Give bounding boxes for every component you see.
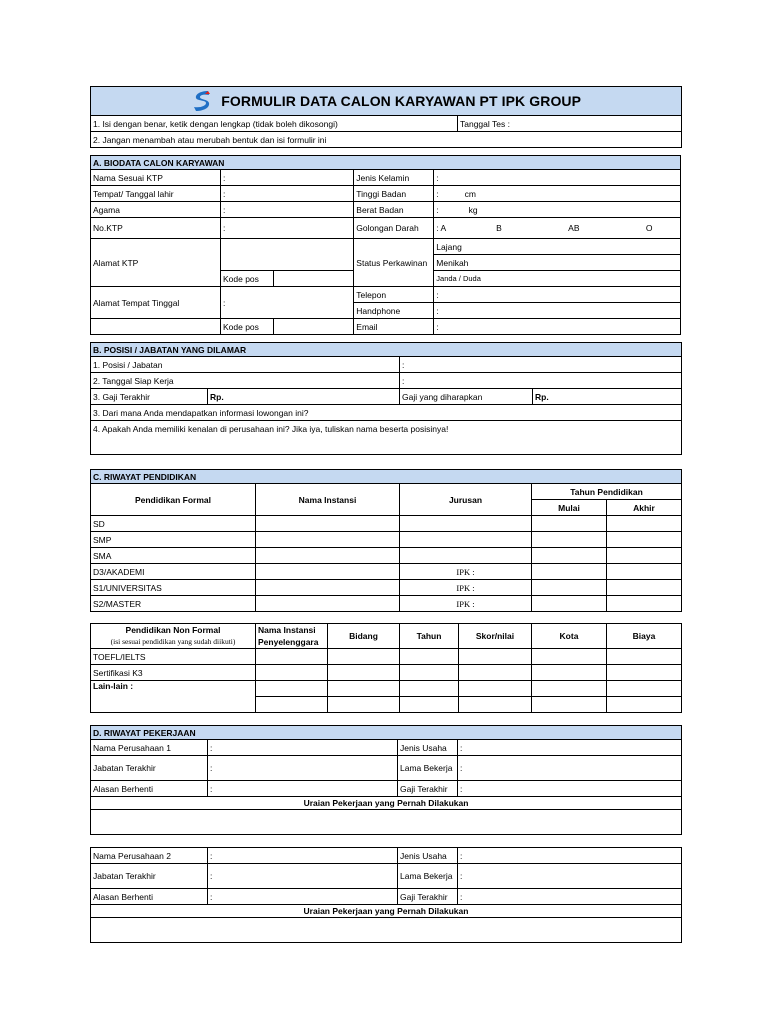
cell-input[interactable] [459,681,532,697]
option-janda-duda[interactable]: Janda / Duda [434,271,681,287]
input-jenis-kelamin[interactable]: : [434,170,681,186]
cell-input[interactable] [459,649,532,665]
label-golongan: Golongan Darah [354,218,434,239]
cell-input[interactable] [256,665,328,681]
input-perusahaan-2[interactable]: : [208,848,398,864]
label-jabatan-2: Jabatan Terakhir [91,864,208,889]
col-pendidikan-nonformal: Pendidikan Non Formal (isi sesuai pendidikan yang sudah diikuti) [91,624,256,649]
cell-input[interactable] [256,596,400,612]
pekerjaan-2-table [90,847,682,943]
col-nf-instansi: Nama Instansi Penyelenggara [256,624,328,649]
col-nama-instansi: Nama Instansi [256,484,400,516]
pendidikan-nonformal-table [90,623,682,713]
uraian-label: Uraian Pekerjaan yang Pernah Dilakukan [91,797,682,810]
pekerjaan-1-table [90,725,682,835]
posisi-table [90,342,682,455]
input-berat[interactable]: : kg [434,202,681,218]
input-alasan-2[interactable]: : [208,889,398,905]
input-alamat-tinggal[interactable]: : [220,287,353,319]
input-agama[interactable]: : [220,202,353,218]
label-email: Email [354,319,434,335]
label-jenis-usaha-2: Jenis Usaha [398,848,458,864]
cell-input[interactable] [532,564,607,580]
header-table [90,86,682,148]
table-row [91,532,682,548]
cell-input[interactable] [400,665,459,681]
page-title: FORMULIR DATA CALON KARYAWAN PT IPK GROUP [221,93,582,109]
table-row [91,580,682,596]
cell-input[interactable] [328,665,400,681]
label-handphone: Handphone [354,303,434,319]
table-row [91,649,682,665]
cell-input[interactable] [607,681,682,697]
cell-input[interactable] [256,516,400,532]
label-status: Status Perkawinan [354,239,434,287]
label-ktp: No.KTP [91,218,221,239]
question-info-lowongan[interactable]: 3. Dari mana Anda mendapatkan informasi lowongan ini? [91,405,682,421]
cell-input[interactable] [400,649,459,665]
cell-input[interactable] [256,580,400,596]
input-alamat-ktp[interactable] [220,239,353,271]
cell-input[interactable] [532,596,607,612]
input-jenis-usaha-2[interactable]: : [458,848,682,864]
label-jabatan: Jabatan Terakhir [91,756,208,781]
label-posisi: 1. Posisi / Jabatan [91,357,400,373]
cell-input[interactable] [400,697,459,713]
form-sheet [90,86,681,943]
cell-input[interactable] [532,681,607,697]
instruction-2: 2. Jangan menambah atau merubah bentuk dan isi formulir ini [91,132,682,148]
cell-input[interactable] [400,516,532,532]
col-tahun-pendidikan: Tahun Pendidikan [532,484,682,500]
cell-input[interactable] [607,649,682,665]
cell-input[interactable] [532,516,607,532]
input-jenis-usaha[interactable]: : [458,740,682,756]
tanggal-tes-field[interactable]: Tanggal Tes : [458,116,682,132]
label-ttl: Tempat/ Tanggal lahir [91,186,221,202]
row-label: SMA [91,548,256,564]
label-gaji-terakhir-kerja-2: Gaji Terakhir [398,889,458,905]
title-cell [91,87,682,116]
label-gaji-terakhir-kerja: Gaji Terakhir [398,781,458,797]
input-kode-pos-ktp[interactable] [274,271,354,287]
label-agama: Agama [91,202,221,218]
row-label: D3/AKADEMI [91,564,256,580]
input-kode-pos-tinggal[interactable] [274,319,354,335]
label-alamat-ktp: Alamat KTP [91,239,221,287]
input-gaji-harap[interactable]: Rp. [533,389,682,405]
input-telepon[interactable]: : [434,287,681,303]
company-logo-icon [191,89,213,113]
col-akhir: Akhir [607,500,682,516]
label-tinggi: Tinggi Badan [354,186,434,202]
cell-input[interactable] [328,649,400,665]
input-golongan[interactable]: : A B AB O [434,218,681,239]
col-nf-bidang: Bidang [328,624,400,649]
label-gaji-terakhir: 3. Gaji Terakhir [91,389,208,405]
section-a-title: A. BIODATA CALON KARYAWAN [91,156,681,170]
col-nf-tahun: Tahun [400,624,459,649]
instruction-1: 1. Isi dengan benar, ketik dengan lengkap (tidak boleh dikosongi) [91,116,458,132]
label-berat: Berat Badan [354,202,434,218]
input-gaji-terakhir-kerja[interactable]: : [458,781,682,797]
input-handphone[interactable]: : [434,303,681,319]
label-telepon: Telepon [354,287,434,303]
label-alasan-2: Alasan Berhenti [91,889,208,905]
section-b-title: B. POSISI / JABATAN YANG DILAMAR [91,343,682,357]
input-ttl[interactable]: : [220,186,353,202]
pendidikan-formal-table [90,469,682,612]
input-alasan[interactable]: : [208,781,398,797]
input-gaji-terakhir-kerja-2[interactable]: : [458,889,682,905]
row-label: SMP [91,532,256,548]
label-kode-pos-tinggal: Kode pos [220,319,273,335]
cell-input[interactable] [256,681,328,697]
cell-input[interactable] [459,665,532,681]
row-label: Sertifikasi K3 [91,665,256,681]
label-lama-bekerja: Lama Bekerja [398,756,458,781]
cell-input[interactable] [607,516,682,532]
input-gaji-terakhir[interactable]: Rp. [208,389,400,405]
ipk-field[interactable]: IPK : [400,564,532,580]
cell-input[interactable] [400,532,532,548]
input-lama-bekerja[interactable]: : [458,756,682,781]
uraian-input-2[interactable] [91,918,682,943]
col-pendidikan-formal: Pendidikan Formal [91,484,256,516]
cell-input[interactable] [400,548,532,564]
cell-input[interactable] [256,564,400,580]
label-alamat-tinggal: Alamat Tempat Tinggal [91,287,221,319]
row-label: S1/UNIVERSITAS [91,580,256,596]
cell-input[interactable] [607,532,682,548]
input-email[interactable]: : [434,319,681,335]
input-lama-bekerja-2[interactable]: : [458,864,682,889]
label-perusahaan-1: Nama Perusahaan 1 [91,740,208,756]
empty-cell [91,319,221,335]
question-kenalan[interactable]: 4. Apakah Anda memiliki kenalan di perusahaan ini? Jika iya, tuliskan nama beserta posisinya! [91,421,682,455]
col-nf-biaya: Biaya [607,624,682,649]
row-label: SD [91,516,256,532]
ipk-field[interactable]: IPK : [400,580,532,596]
cell-input[interactable] [607,665,682,681]
table-row [91,548,682,564]
input-perusahaan-1[interactable]: : [208,740,398,756]
option-menikah[interactable]: Menikah [434,255,681,271]
table-row [91,596,682,612]
col-nf-kota: Kota [532,624,607,649]
label-gaji-harap: Gaji yang diharapkan [400,389,533,405]
cell-input[interactable] [607,697,682,713]
label-jenis-kelamin: Jenis Kelamin [354,170,434,186]
cell-input[interactable] [532,665,607,681]
row-label: TOEFL/IELTS [91,649,256,665]
input-jabatan-2[interactable]: : [208,864,398,889]
input-jabatan[interactable]: : [208,756,398,781]
cell-input[interactable] [607,548,682,564]
cell-input[interactable] [256,697,328,713]
option-lajang[interactable]: Lajang [434,239,681,255]
uraian-label-2: Uraian Pekerjaan yang Pernah Dilakukan [91,905,682,918]
table-row [91,681,682,697]
cell-input[interactable] [607,580,682,596]
col-jurusan: Jurusan [400,484,532,516]
table-row [91,516,682,532]
cell-input[interactable] [532,697,607,713]
cell-input[interactable] [256,532,400,548]
section-c-title: C. RIWAYAT PENDIDIKAN [91,470,682,484]
table-row [91,665,682,681]
row-label: S2/MASTER [91,596,256,612]
cell-input[interactable] [532,548,607,564]
label-nama: Nama Sesuai KTP [91,170,221,186]
input-posisi[interactable]: : [400,357,682,373]
cell-input[interactable] [607,596,682,612]
cell-input[interactable] [607,564,682,580]
label-kode-pos-ktp: Kode pos [220,271,273,287]
uraian-input[interactable] [91,810,682,835]
label-lama-bekerja-2: Lama Bekerja [398,864,458,889]
section-d-title: D. RIWAYAT PEKERJAAN [91,726,682,740]
biodata-table [90,155,681,335]
cell-input[interactable] [532,532,607,548]
bottom-divider [90,942,681,943]
label-tanggal-siap: 2. Tanggal Siap Kerja [91,373,400,389]
cell-input[interactable] [256,649,328,665]
cell-input[interactable] [256,548,400,564]
table-row [91,564,682,580]
input-ktp[interactable]: : [220,218,353,239]
ipk-field[interactable]: IPK : [400,596,532,612]
label-perusahaan-2: Nama Perusahaan 2 [91,848,208,864]
input-nama[interactable]: : [220,170,353,186]
cell-input[interactable] [532,649,607,665]
input-tanggal-siap[interactable]: : [400,373,682,389]
label-jenis-usaha: Jenis Usaha [398,740,458,756]
cell-input[interactable] [459,697,532,713]
label-alasan: Alasan Berhenti [91,781,208,797]
col-mulai: Mulai [532,500,607,516]
input-tinggi[interactable]: : cm [434,186,681,202]
cell-input[interactable] [328,697,400,713]
col-nf-skor: Skor/nilai [459,624,532,649]
cell-input[interactable] [328,681,400,697]
cell-input[interactable] [400,681,459,697]
cell-input[interactable] [532,580,607,596]
row-label: Lain-lain : [91,681,256,713]
